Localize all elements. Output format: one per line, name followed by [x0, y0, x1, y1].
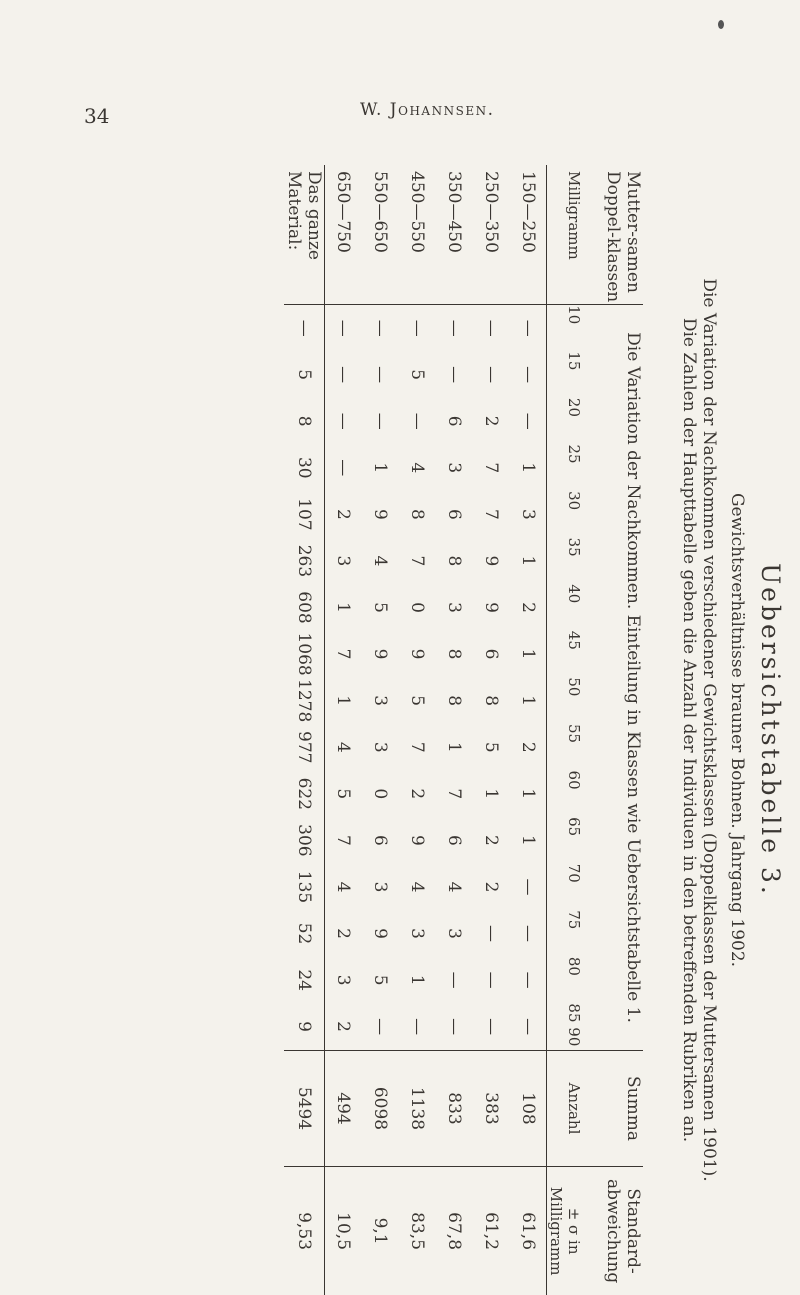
table-row	[362, 165, 399, 1295]
count-cell: —	[436, 305, 473, 352]
count-cell: 3	[444, 602, 464, 613]
sum-cell: 6098	[362, 1050, 399, 1166]
count-cell: 5	[370, 974, 390, 986]
table-description	[679, 165, 719, 1295]
sd-cell: 83,5	[399, 1167, 436, 1295]
count-cell: 5	[370, 602, 390, 613]
count-cell: —	[481, 971, 501, 989]
ink-dot	[718, 20, 724, 29]
total-count-cell: 1278	[284, 677, 325, 724]
table-row	[510, 165, 547, 1295]
count-cell: 8	[444, 555, 464, 567]
total-count-cell: 107	[284, 491, 325, 538]
count-cell: 1	[517, 555, 538, 567]
count-cell: 1	[407, 974, 427, 986]
count-cell: 6	[370, 834, 390, 846]
count-cell: 2	[481, 881, 501, 893]
count-cell: 1	[370, 462, 390, 474]
total-count-cell: 8	[284, 398, 325, 445]
count-cell: —	[481, 366, 501, 384]
count-cell: 3	[444, 928, 464, 939]
bound: 55	[547, 724, 584, 771]
count-cell: 7	[333, 834, 354, 846]
count-cell: 3	[407, 928, 427, 939]
total-count-cell: 263	[284, 538, 325, 585]
sum-cell: 1138	[399, 1050, 436, 1166]
total-count-cell: 306	[284, 817, 325, 864]
bound: 50	[547, 677, 584, 724]
total-count-cell: —	[284, 305, 325, 352]
count-cell: 2	[333, 928, 354, 939]
count-cell: 3	[333, 974, 354, 986]
count-cell: —	[407, 412, 427, 430]
total-count-cell: 135	[284, 864, 325, 911]
count-cell: —	[481, 1018, 501, 1036]
count-cell: —	[325, 305, 362, 352]
table-row	[473, 165, 510, 1295]
count-cell: 6	[444, 834, 464, 846]
count-cell: —	[473, 305, 510, 352]
count-cell: 5	[407, 369, 427, 381]
header-label: Mutter-samen Doppel-klassen	[603, 171, 643, 303]
row-label: 350—450	[444, 171, 464, 253]
total-label: Das ganze Material:	[284, 165, 325, 305]
count-cell: 7	[481, 508, 501, 520]
bound: 65	[547, 817, 584, 864]
count-cell: 4	[333, 741, 354, 753]
bound: 85	[565, 1003, 583, 1023]
count-cell: 9	[407, 648, 427, 660]
count-cell: 3	[444, 462, 464, 474]
header-row	[583, 165, 643, 1295]
total-count-cell: 622	[284, 771, 325, 818]
sd-symbol: ± σ	[565, 1207, 583, 1236]
count-cell: —	[362, 305, 399, 352]
bound-last: 90	[565, 1027, 583, 1047]
count-cell: 4	[407, 462, 427, 474]
count-cell: 8	[444, 648, 464, 660]
count-cell: —	[517, 878, 538, 896]
table-row	[436, 165, 473, 1295]
count-cell: —	[481, 925, 501, 943]
count-cell: —	[370, 412, 390, 430]
label-unit: Milligramm	[547, 165, 584, 305]
count-cell: —	[517, 1018, 538, 1036]
sum-unit: Anzahl	[547, 1050, 584, 1166]
count-cell: 2	[517, 602, 538, 613]
count-cell: 8	[481, 695, 501, 707]
count-cell: 4	[370, 555, 390, 567]
bound: 10	[547, 305, 584, 352]
count-cell: 1	[517, 695, 538, 707]
total-sd-cell: 9,53	[284, 1167, 325, 1295]
bound: 15	[547, 351, 584, 398]
count-cell: —	[517, 971, 538, 989]
count-cell: 1	[517, 648, 538, 660]
table-row	[399, 165, 436, 1295]
count-cell: 8	[444, 695, 464, 707]
count-cell: 7	[333, 648, 354, 660]
count-cell: 3	[517, 508, 538, 520]
row-label: 150—250	[517, 171, 538, 253]
table-row	[325, 165, 362, 1295]
table-title: Uebersichtstabelle 3.	[756, 563, 785, 897]
bound: 30	[547, 491, 584, 538]
total-count-cell: 24	[284, 957, 325, 1004]
header-main: Die Variation der Nachkommen. Einteilung in Klassen wie Uebersichtstabelle 1.	[583, 305, 643, 1051]
bound: 25	[547, 444, 584, 491]
count-cell: —	[444, 971, 464, 989]
bound: 20	[547, 398, 584, 445]
sd-cell: 61,2	[473, 1167, 510, 1295]
count-cell: 5	[481, 741, 501, 753]
count-cell: 8	[407, 508, 427, 520]
count-cell: 9	[370, 508, 390, 520]
count-cell: 2	[481, 834, 501, 846]
bound: 60	[547, 771, 584, 818]
header-sum: Summa	[583, 1050, 643, 1166]
count-cell: —	[517, 412, 538, 430]
running-head: W. Johannsen.	[360, 100, 495, 120]
sum-cell: 108	[510, 1050, 547, 1166]
count-cell: —	[370, 1018, 390, 1036]
count-cell: 6	[481, 648, 501, 660]
count-cell: 1	[481, 788, 501, 800]
count-cell: 2	[481, 415, 501, 427]
count-cell: 3	[370, 741, 390, 753]
page-number: 34	[84, 104, 110, 128]
count-cell: 9	[481, 555, 501, 567]
count-cell: —	[517, 925, 538, 943]
count-cell: —	[517, 366, 538, 384]
row-label: 250—350	[481, 171, 501, 253]
count-cell: —	[444, 366, 464, 384]
count-cell: 3	[370, 695, 390, 707]
header-sd: Standard-abweichung	[583, 1167, 643, 1295]
count-cell: 1	[517, 834, 538, 846]
count-cell: —	[333, 412, 354, 430]
total-count-cell: 9	[284, 1003, 325, 1050]
row-label: 550—650	[370, 171, 390, 253]
total-count-cell: 977	[284, 724, 325, 771]
total-row	[284, 165, 325, 1295]
count-cell: 0	[407, 602, 427, 613]
class-bounds-row	[547, 165, 584, 1295]
total-sum-cell: 5494	[284, 1050, 325, 1166]
total-count-cell: 5	[284, 351, 325, 398]
count-cell: 1	[333, 695, 354, 707]
count-cell: —	[370, 366, 390, 384]
sd-cell: 61,6	[510, 1167, 547, 1295]
rotated-table-block	[175, 165, 785, 1295]
count-cell: 3	[370, 881, 390, 893]
count-cell: 4	[407, 881, 427, 893]
row-label: 450—550	[407, 171, 427, 253]
total-count-cell: 1068	[284, 631, 325, 678]
sd-cell: 67,8	[436, 1167, 473, 1295]
sum-cell: 833	[436, 1050, 473, 1166]
total-count-cell: 52	[284, 910, 325, 957]
count-cell: 1	[517, 462, 538, 474]
total-count-cell: 608	[284, 584, 325, 631]
bound: 35	[547, 538, 584, 585]
count-cell: 1	[517, 788, 538, 800]
bound: 70	[547, 864, 584, 911]
count-cell: 7	[407, 555, 427, 567]
bound	[547, 1003, 584, 1050]
count-cell: 9	[370, 648, 390, 660]
count-cell: 7	[407, 741, 427, 753]
count-cell: 6	[444, 415, 464, 427]
count-cell: —	[510, 305, 547, 352]
count-cell: 0	[370, 788, 390, 800]
row-label: 650—750	[333, 171, 354, 253]
total-count-cell: 30	[284, 444, 325, 491]
count-cell: 1	[333, 602, 354, 613]
count-cell: 3	[333, 555, 354, 567]
sd-cell: 10,5	[325, 1167, 362, 1295]
count-cell: 5	[407, 695, 427, 707]
table-subtitle: Gewichtsverhältnisse brauner Bohnen. Jahrgang 1902.	[727, 492, 747, 968]
count-cell: 2	[407, 788, 427, 800]
count-cell: 5	[333, 788, 354, 800]
bound: 45	[547, 631, 584, 678]
bound: 75	[547, 910, 584, 957]
count-cell: —	[333, 366, 354, 384]
count-cell: 2	[517, 741, 538, 753]
sum-cell: 494	[325, 1050, 362, 1166]
sd-unit-text: in Milligramm	[547, 1186, 583, 1276]
count-cell: 4	[333, 881, 354, 893]
table-description-line1: Die Variation der Nachkommen verschiedener Gewichtsklassen (Doppelklassen der Muttersamen 1901).	[699, 278, 719, 1182]
count-cell: 4	[444, 881, 464, 893]
count-cell: 7	[481, 462, 501, 474]
count-cell: 9	[481, 602, 501, 613]
count-cell: —	[407, 1018, 427, 1036]
count-cell: 9	[407, 834, 427, 846]
count-cell: —	[444, 1018, 464, 1036]
data-table	[284, 165, 643, 1295]
sum-cell: 383	[473, 1050, 510, 1166]
count-cell: 2	[333, 508, 354, 520]
count-cell: 9	[370, 928, 390, 939]
count-cell: —	[399, 305, 436, 352]
table-description-line2: Die Zahlen der Haupttabelle geben die Anzahl der Individuen in den betreffenden Rubriken an.	[679, 317, 699, 1143]
count-cell: 6	[444, 508, 464, 520]
count-cell: 1	[444, 741, 464, 753]
count-cell: —	[333, 459, 354, 477]
count-cell: 7	[444, 788, 464, 800]
count-cell: 2	[333, 1021, 354, 1032]
sd-unit	[547, 1167, 584, 1295]
sd-cell: 9,1	[362, 1167, 399, 1295]
bound: 80	[547, 957, 584, 1004]
rows-body	[325, 165, 547, 1295]
bound: 40	[547, 584, 584, 631]
header-label-cell	[583, 165, 643, 305]
